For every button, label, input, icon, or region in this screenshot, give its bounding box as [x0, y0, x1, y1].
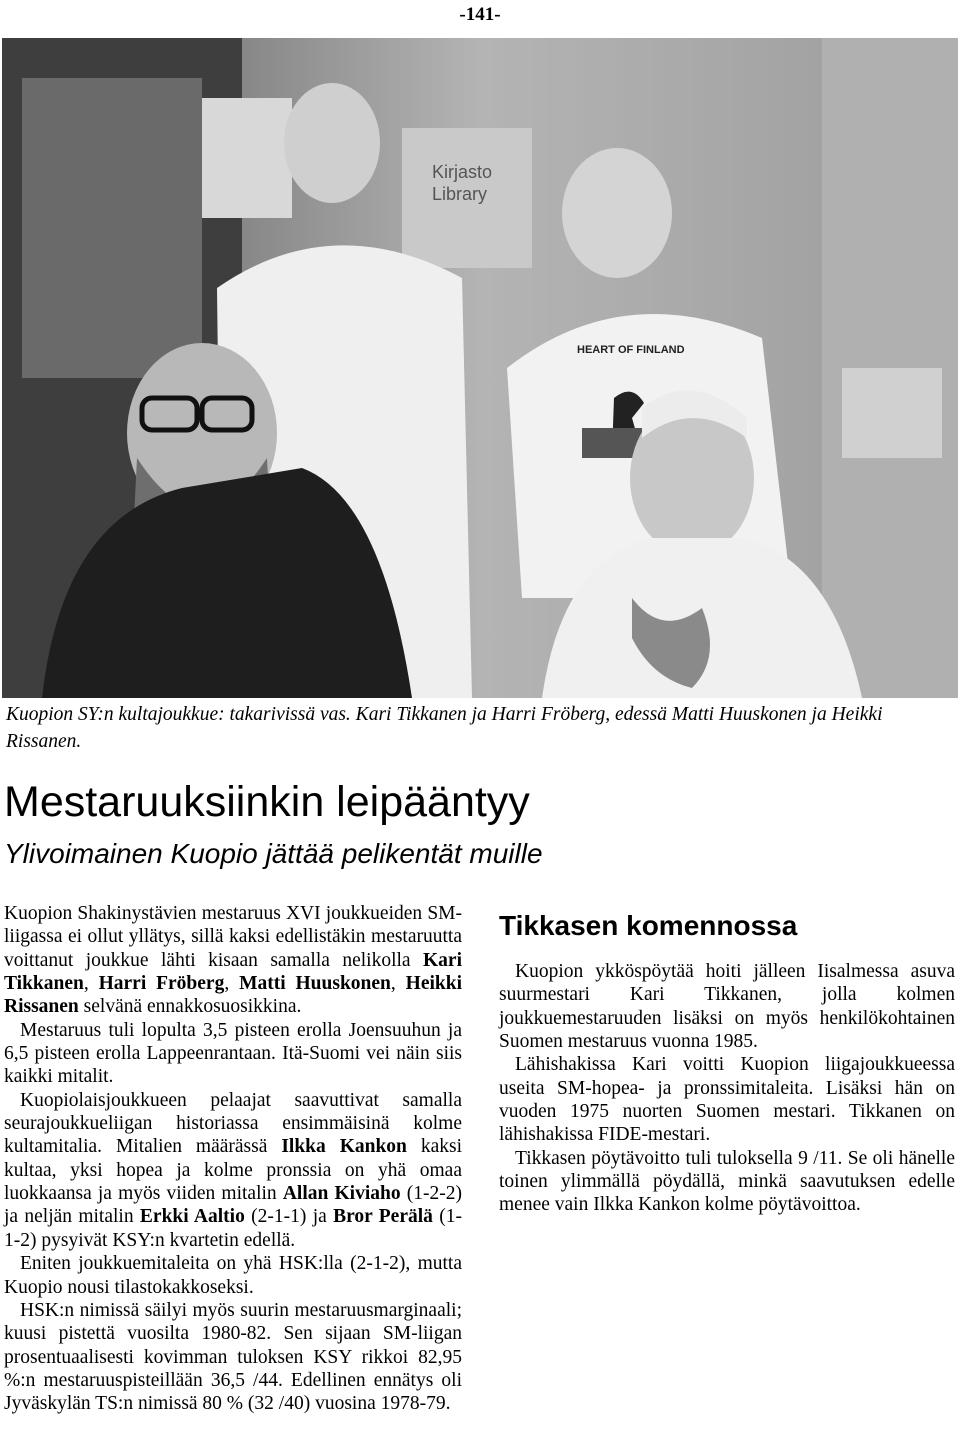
article-subtitle: Ylivoimainen Kuopio jättää pelikentät muille [4, 838, 543, 869]
paragraph-7: Lähishakissa Kari voitti Kuopion liigajoukkueessa useita SM-hopea- ja pronssimitaleita. Lisäksi hän on vuoden 1975 nuorten Suomen mestari. Tikkanen on lähishakissa FIDE-mestari. [499, 1054, 955, 1146]
paragraph-2: Mestaruus tuli lopulta 3,5 pisteen erolla Joensuuhun ja 6,5 pisteen erolla Lappeenrantaan. Itä-Suomi vei näin siis kaikki mitalit. [4, 1019, 462, 1088]
article-column-left [4, 902, 462, 1416]
paragraph-5: HSK:n nimissä säilyi myös suurin mestaruusmarginaali; kuusi pistettä vuosilta 1980-82. Sen sijaan SM-liigan prosentuaalisesti kovimman tuloksen KSY rikkoi 82,95 %:n mestaruuspisteillään 36,5 /44. Edellinen ennätys oli Jyväskylän TS:n nimissä 80 % (32 /40) vuosina 1978-79. [4, 1299, 462, 1415]
paragraph-1: Kuopion Shakinystävien mestaruus XVI joukkueiden SM-liigassa ei ollut yllätys, sillä kaksi edellistäkin mestaruutta voittanut joukkue lähti kisaan samalla nelikolla Kari Tikkanen, Harri Fröberg, Matti Huuskonen, Heikki Rissanen selvänä ennakkosuosikkina. [4, 903, 463, 1018]
section-heading: Tikkasen komennossa [499, 910, 798, 941]
article-title: Mestaruuksiinkin leipääntyy [4, 778, 530, 826]
photo-caption: Kuopion SY:n kultajoukkue: takarivissä vas. Kari Tikkanen ja Harri Fröberg, edessä Matti Huuskonen ja Heikki Rissanen. [6, 704, 883, 752]
paragraph-3: Kuopiolaisjoukkueen pelaajat saavuttivat samalla seurajoukkueliigan historiassa ensimmäisinä kolme kultamitalia. Mitalien määrässä Ilkka Kankon kaksi kultaa, yksi hopea ja kolme pronssia on yhä omaa luokkaansa ja myös viiden mitalin Allan Kiviaho (1-2-2) ja neljän mitalin Erkki Aaltio (2-1-1) ja Bror Perälä (1-1-2) pysyivät KSY:n kvartetin edellä. [4, 1089, 462, 1251]
sign-library-en: Library [432, 184, 488, 204]
player-name: Harri Fröberg [98, 973, 225, 995]
paragraph-4: Eniten joukkuemitaleita on yhä HSK:lla (2-1-2), mutta Kuopio nousi tilastokakkoseksi. [4, 1253, 462, 1298]
page-number: -141- [459, 4, 501, 25]
player-name: Allan Kiviaho [282, 1183, 401, 1205]
player-name: Ilkka Kankon [281, 1136, 407, 1158]
team-photo [2, 38, 958, 698]
player-name: Heikki Rissanen [4, 973, 463, 1018]
player-name: Kari Tikkanen [4, 949, 462, 995]
player-name: Matti Huuskonen [239, 973, 391, 995]
player-name: Bror Perälä [333, 1206, 433, 1228]
sign-library-fi: Kirjasto [432, 162, 493, 182]
shirt-text: HEART OF FINLAND [577, 344, 685, 356]
paragraph-8: Tikkasen pöytävoitto tuli tuloksella 9 /11. Se oli hänelle toinen ylimmällä pöydällä, minkä saavutuksen edelle menee vain Ilkka Kankon kolme pöytävoittoa. [499, 1147, 955, 1216]
article-column-right [499, 902, 955, 1217]
paragraph-6: Kuopion ykköspöytää hoiti jälleen Iisalmessa asuva suurmestari Kari Tikkanen, jolla kolmen joukkuemestaruuden lisäksi on myös henkilökohtainen Suomen mestaruus vuonna 1985. [499, 961, 955, 1053]
team-photo-illustration [2, 38, 958, 698]
player-name: Erkki Aaltio [139, 1206, 245, 1228]
